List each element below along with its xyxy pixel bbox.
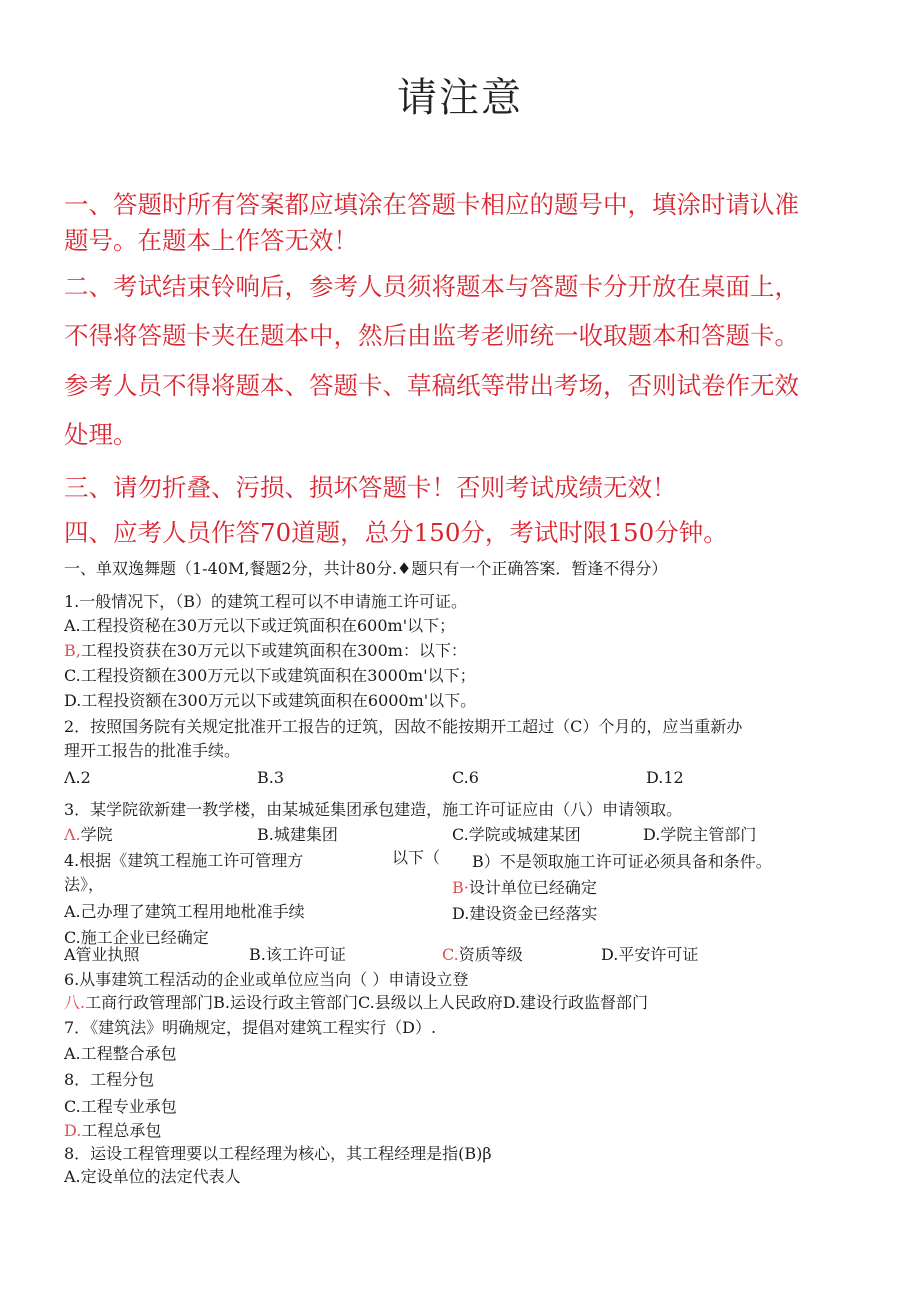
q3-option-a <box>64 822 113 845</box>
q4-stem-mid: 以下（ <box>392 848 441 867</box>
q4-option-d-clip <box>452 901 752 923</box>
q7-stem: 7．《建筑法》明确规定，提倡对建筑工程实行（D）. <box>64 1018 437 1037</box>
notice-line-8: 四、应考人员作答70道题，总分150分，考试时限150分钟。 <box>64 518 728 547</box>
q1-option-b-text: 工程投资获在30万元以下或建筑面积在300m：以下： <box>80 641 467 660</box>
q4-option-a: A.己办理了建筑工程用地枇准手续 <box>64 902 305 921</box>
q5-option-c-text: 资质等级 <box>458 945 523 964</box>
q4-stem-left-2: 法》， <box>64 875 105 894</box>
notice-line-3: 二、考试结束铃响后，参考人员须将题本与答题卡分开放在桌面上， <box>64 272 799 301</box>
notice-line-2: 题号。在题本上作答无效！ <box>64 226 358 255</box>
q1-option-b-prefix: B, <box>64 641 81 660</box>
q2-option-d: D.12 <box>646 768 684 787</box>
q4-option-d: D.建设资金已经落实 <box>452 904 598 923</box>
q3-option-b: B.城建集团 <box>257 825 338 844</box>
section-header: 一、单双逸舞题（1-40M,餐题2分，共计80分.♦题只有一个正确答案．暂逢不得分） <box>64 559 668 578</box>
q1-stem: 1.一般情况下，（B）的建筑工程可以不申请施工许可证。 <box>64 592 468 611</box>
notice-line-7: 三、请勿折叠、污损、损坏答题卡！否则考试成绩无效！ <box>64 473 677 502</box>
q4-option-c-clip <box>64 925 364 947</box>
q6-options <box>64 990 648 1013</box>
q5-option-a: A管业执照 <box>64 945 140 964</box>
q7-option-a: A.工程整合承包 <box>64 1044 177 1063</box>
notice-line-5: 参考人员不得将题本、答题卡、草稿纸等带出考场，否则试卷作无效 <box>64 371 799 400</box>
q1-option-d: D.工程投资额在300万元以下或建筑面积在6000m'以下。 <box>64 691 477 710</box>
q7-option-c: C.工程专业承包 <box>64 1097 177 1116</box>
q1-option-a: A.工程投资秘在30万元以下或迂筑面积在600m'以下； <box>64 616 456 635</box>
q1-option-b <box>64 638 467 661</box>
q8-stem: 8．运设工程管理要以工程经理为核心，其工程经理是指(B)β <box>64 1144 492 1163</box>
q3-option-a-text: 学院 <box>80 825 113 844</box>
q6-stem: 6.从事建筑工程活动的企业或单位应当向（ ）申请设立登 <box>64 970 469 989</box>
q7-option-d-text: 工程总承包 <box>81 1121 162 1140</box>
q4-stem-left-1: 4.根据《建筑工程施工许可管理方 <box>64 851 304 870</box>
q2-option-c: C.6 <box>452 768 479 787</box>
q2-option-b: B.3 <box>257 768 285 787</box>
notice-line-1: 一、答题时所有答案都应填涂在答题卡相应的题号中，填涂时请认准 <box>64 190 799 219</box>
q6-options-text: 工商行政管理部门B.运设行政主管部门C.县级以上人民政府D.建设行政监督部门 <box>85 993 649 1012</box>
q3-option-a-prefix: Λ. <box>64 825 81 844</box>
q2-stem-line-2: 理开工报告的批准手续。 <box>64 741 241 760</box>
q5-option-b: B.该工许可证 <box>249 945 346 964</box>
q4-stem-right: B）不是领取施工许可证必须具备和条件。 <box>472 852 772 871</box>
q7-option-b: 8．工程分包 <box>64 1070 155 1089</box>
q3-stem: 3．某学院欲新建一教学楼，由某城延集团承包建造，施工许可证应由（八）申请领取。 <box>64 800 683 819</box>
q3-option-d: D.学院主管部门 <box>643 825 757 844</box>
q6-option-a-prefix: 八. <box>64 993 86 1012</box>
q2-stem-line-1: 2．按照国务院有关规定批准开工报告的迂筑，因故不能按期开工超过（C）个月的，应当重新办 <box>64 717 743 736</box>
notice-line-4: 不得将答题卡夹在题本中，然后由监考老师统一收取题本和答题卡。 <box>64 321 799 350</box>
q5-option-c <box>442 942 523 965</box>
q4-option-c: C.施工企业已经确定 <box>64 928 209 947</box>
q3-option-c: C.学院或城建某团 <box>452 825 581 844</box>
q5-option-d: D.平安许可证 <box>601 945 699 964</box>
q4-option-b <box>452 875 597 898</box>
q4-option-b-prefix: B· <box>452 878 469 897</box>
q7-option-d <box>64 1118 161 1141</box>
q1-option-c: C.工程投资额在300万元以下或建筑面积在3000m'以下； <box>64 666 476 685</box>
notice-line-6: 处理。 <box>64 420 138 449</box>
q2-option-a: Λ.2 <box>64 768 91 787</box>
q7-option-d-prefix: D. <box>64 1121 82 1140</box>
q5-option-c-prefix: C. <box>442 945 459 964</box>
q8-option-a: A.定设单位的法定代表人 <box>64 1167 241 1186</box>
q4-option-b-text: 设计单位已经确定 <box>468 878 597 897</box>
page-title: 请注意 <box>397 75 523 121</box>
